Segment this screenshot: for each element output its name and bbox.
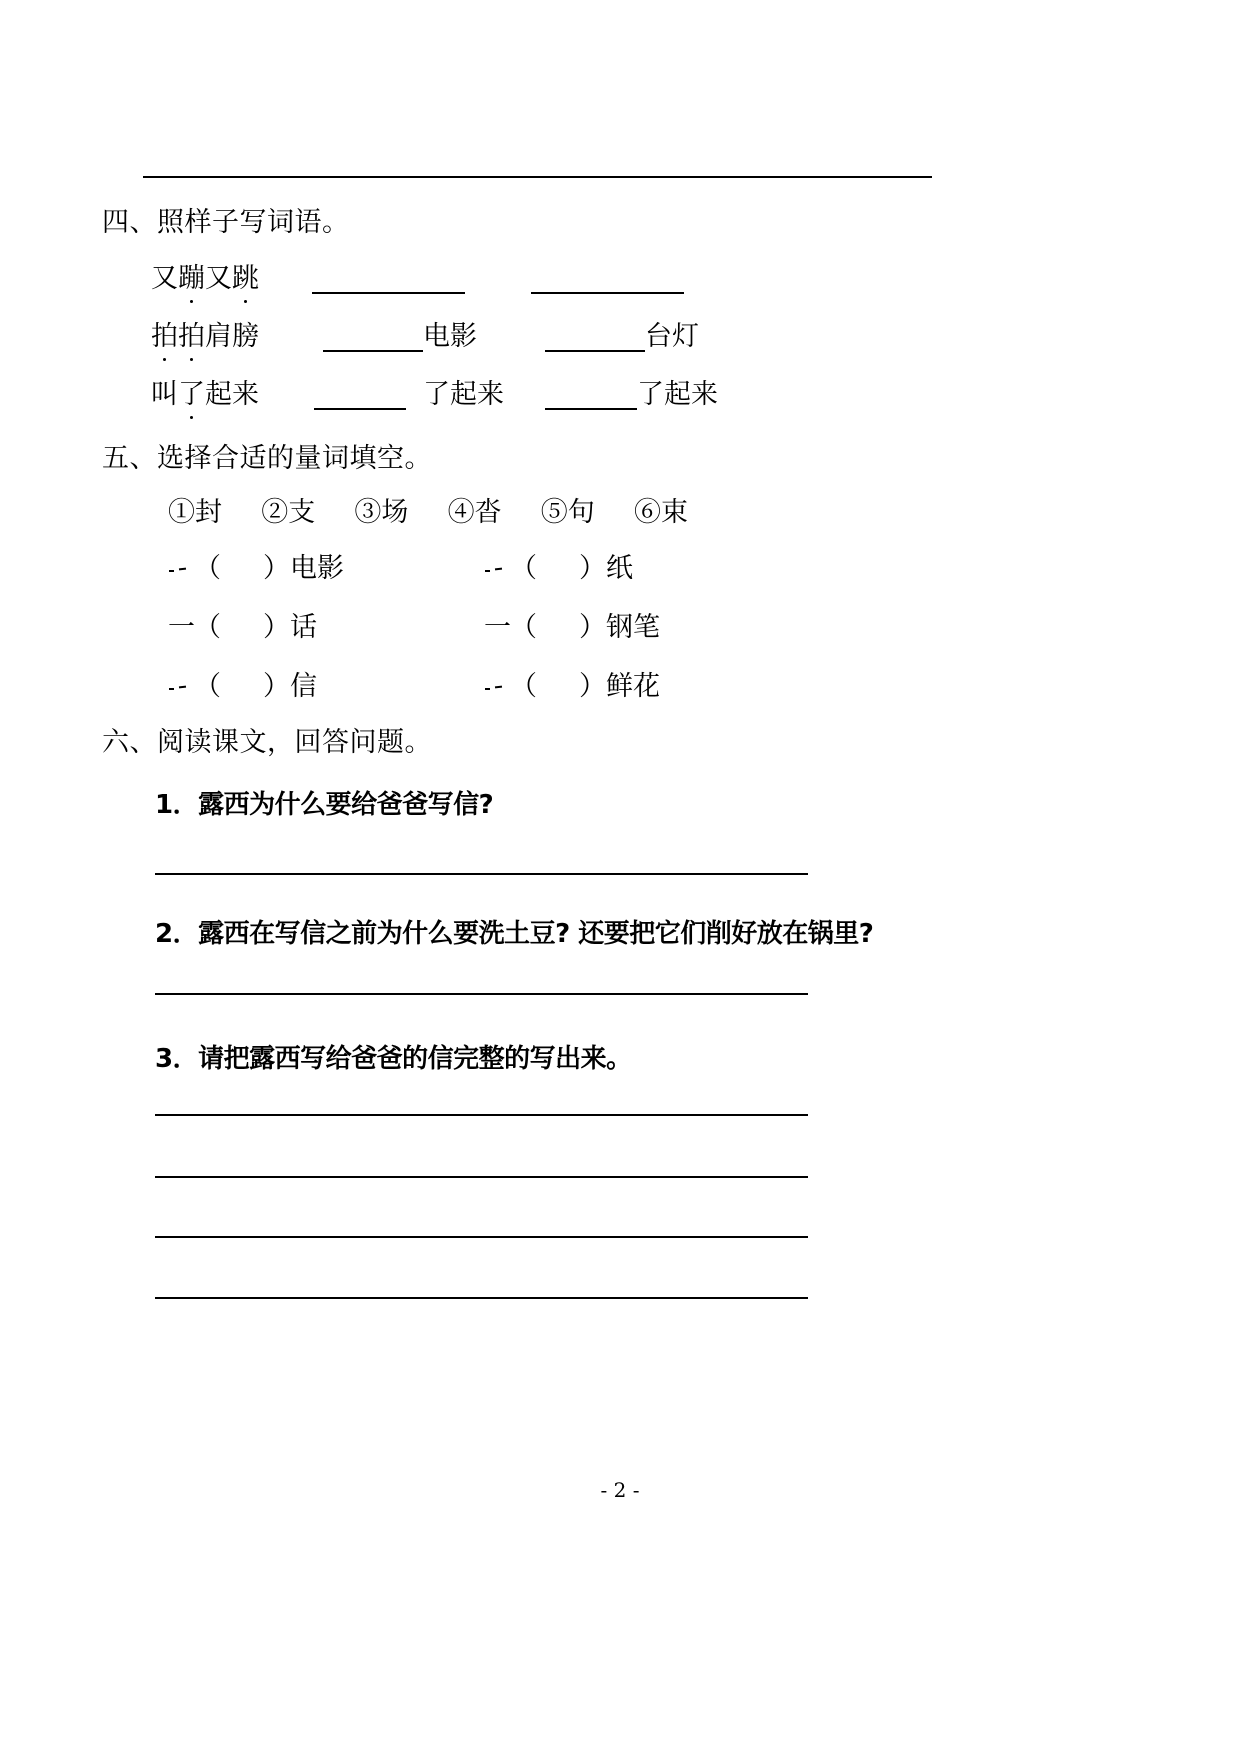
measure-blank-6[interactable] — [484, 670, 660, 704]
measure-blank-4[interactable] — [484, 611, 660, 645]
option-4[interactable]: ④沓 — [447, 497, 502, 528]
question-1-answer-line-1[interactable] — [155, 873, 808, 875]
option-6[interactable]: ⑥束 — [633, 497, 688, 528]
word-row-3-tail-1: 了起来 — [423, 379, 504, 410]
word-row-1-example — [151, 262, 259, 296]
measure-noun: 信 — [290, 671, 317, 702]
measure-blank-5[interactable] — [168, 670, 317, 704]
question-1-text: 露西为什么要给爸爸写信? — [198, 790, 494, 820]
option-1[interactable]: ①封 — [168, 497, 222, 528]
word-row-3-tail-2: 了起来 — [637, 379, 718, 410]
word-row-2-example — [151, 320, 259, 354]
word-row-1-char1: 又 — [151, 263, 178, 294]
word-row-3-example — [151, 378, 259, 412]
measure-blank-1[interactable] — [168, 552, 344, 586]
word-row-3-rest: 起来 — [205, 379, 259, 410]
question-1 — [155, 789, 493, 821]
continuation-rule — [143, 176, 932, 178]
word-row-2-char2-dotted: 拍 — [178, 321, 205, 352]
measure-noun: 电影 — [290, 553, 344, 584]
question-2-answer-line-1[interactable] — [155, 993, 808, 995]
answer-parens[interactable]: （ ） — [194, 612, 290, 643]
section-five-number: 五、 — [102, 443, 157, 474]
measure-blank-2[interactable] — [484, 552, 633, 586]
option-2[interactable]: ②支 — [261, 497, 316, 528]
section-six-heading — [102, 726, 432, 760]
numeral-one-faint — [168, 675, 194, 701]
word-row-1-char2-dotted: 蹦 — [178, 263, 205, 294]
answer-parens[interactable]: （ ） — [510, 553, 606, 584]
word-row-3-char1: 叫 — [151, 379, 178, 410]
measure-noun: 钢笔 — [606, 612, 660, 643]
section-four-heading — [102, 206, 350, 240]
numeral-one: 一 — [484, 612, 511, 643]
question-2-text: 露西在写信之前为什么要洗土豆? 还要把它们削好放在锅里? — [198, 919, 874, 949]
word-row-2-tail-1: 电影 — [423, 321, 477, 352]
numeral-one-faint — [484, 557, 510, 583]
section-four-number: 四、 — [102, 207, 157, 238]
option-5[interactable]: ⑤句 — [540, 497, 595, 528]
numeral-one-faint — [168, 557, 194, 583]
word-row-3-blank-2[interactable] — [545, 408, 637, 410]
word-row-2-blank-1[interactable] — [323, 350, 423, 352]
word-row-2-blank-2[interactable] — [545, 350, 645, 352]
section-four-title: 照样子写词语。 — [157, 207, 350, 238]
question-3-answer-line-3[interactable] — [155, 1236, 808, 1238]
section-six-title: 阅读课文，回答问题。 — [157, 727, 432, 758]
measure-noun: 话 — [290, 612, 317, 643]
answer-parens[interactable]: （ ） — [510, 671, 606, 702]
word-row-2-char1-dotted: 拍 — [151, 321, 178, 352]
word-row-3-blank-1[interactable] — [314, 408, 406, 410]
question-3 — [155, 1043, 632, 1075]
word-row-3-char2-dotted: 了 — [178, 379, 205, 410]
question-1-number: 1． — [155, 790, 199, 820]
answer-parens[interactable]: （ ） — [194, 671, 290, 702]
answer-parens[interactable]: （ ） — [510, 612, 606, 643]
word-row-1-blank-1[interactable] — [312, 292, 465, 294]
question-2 — [155, 918, 873, 950]
section-six-number: 六、 — [102, 727, 157, 758]
question-2-number: 2． — [155, 919, 199, 949]
option-3[interactable]: ③场 — [354, 497, 409, 528]
numeral-one: 一 — [168, 612, 195, 643]
section-five-title: 选择合适的量词填空。 — [157, 443, 432, 474]
question-3-number: 3． — [155, 1044, 199, 1074]
word-row-2-rest: 肩膀 — [205, 321, 259, 352]
section-five-heading — [102, 442, 432, 476]
question-3-answer-line-1[interactable] — [155, 1114, 808, 1116]
word-row-1-blank-2[interactable] — [531, 292, 684, 294]
question-3-answer-line-4[interactable] — [155, 1297, 808, 1299]
word-row-1-char3: 又 — [205, 263, 232, 294]
word-row-1-char4-dotted: 跳 — [232, 263, 259, 294]
measure-blank-3[interactable] — [168, 611, 317, 645]
answer-parens[interactable]: （ ） — [194, 553, 290, 584]
word-row-2-tail-2: 台灯 — [645, 321, 699, 352]
measure-word-options — [168, 496, 688, 530]
measure-noun: 纸 — [606, 553, 633, 584]
question-3-text: 请把露西写给爸爸的信完整的写出来。 — [198, 1044, 632, 1074]
page-number-footer: - 2 - — [600, 1478, 640, 1502]
measure-noun: 鲜花 — [606, 671, 660, 702]
question-3-answer-line-2[interactable] — [155, 1176, 808, 1178]
numeral-one-faint — [484, 675, 510, 701]
